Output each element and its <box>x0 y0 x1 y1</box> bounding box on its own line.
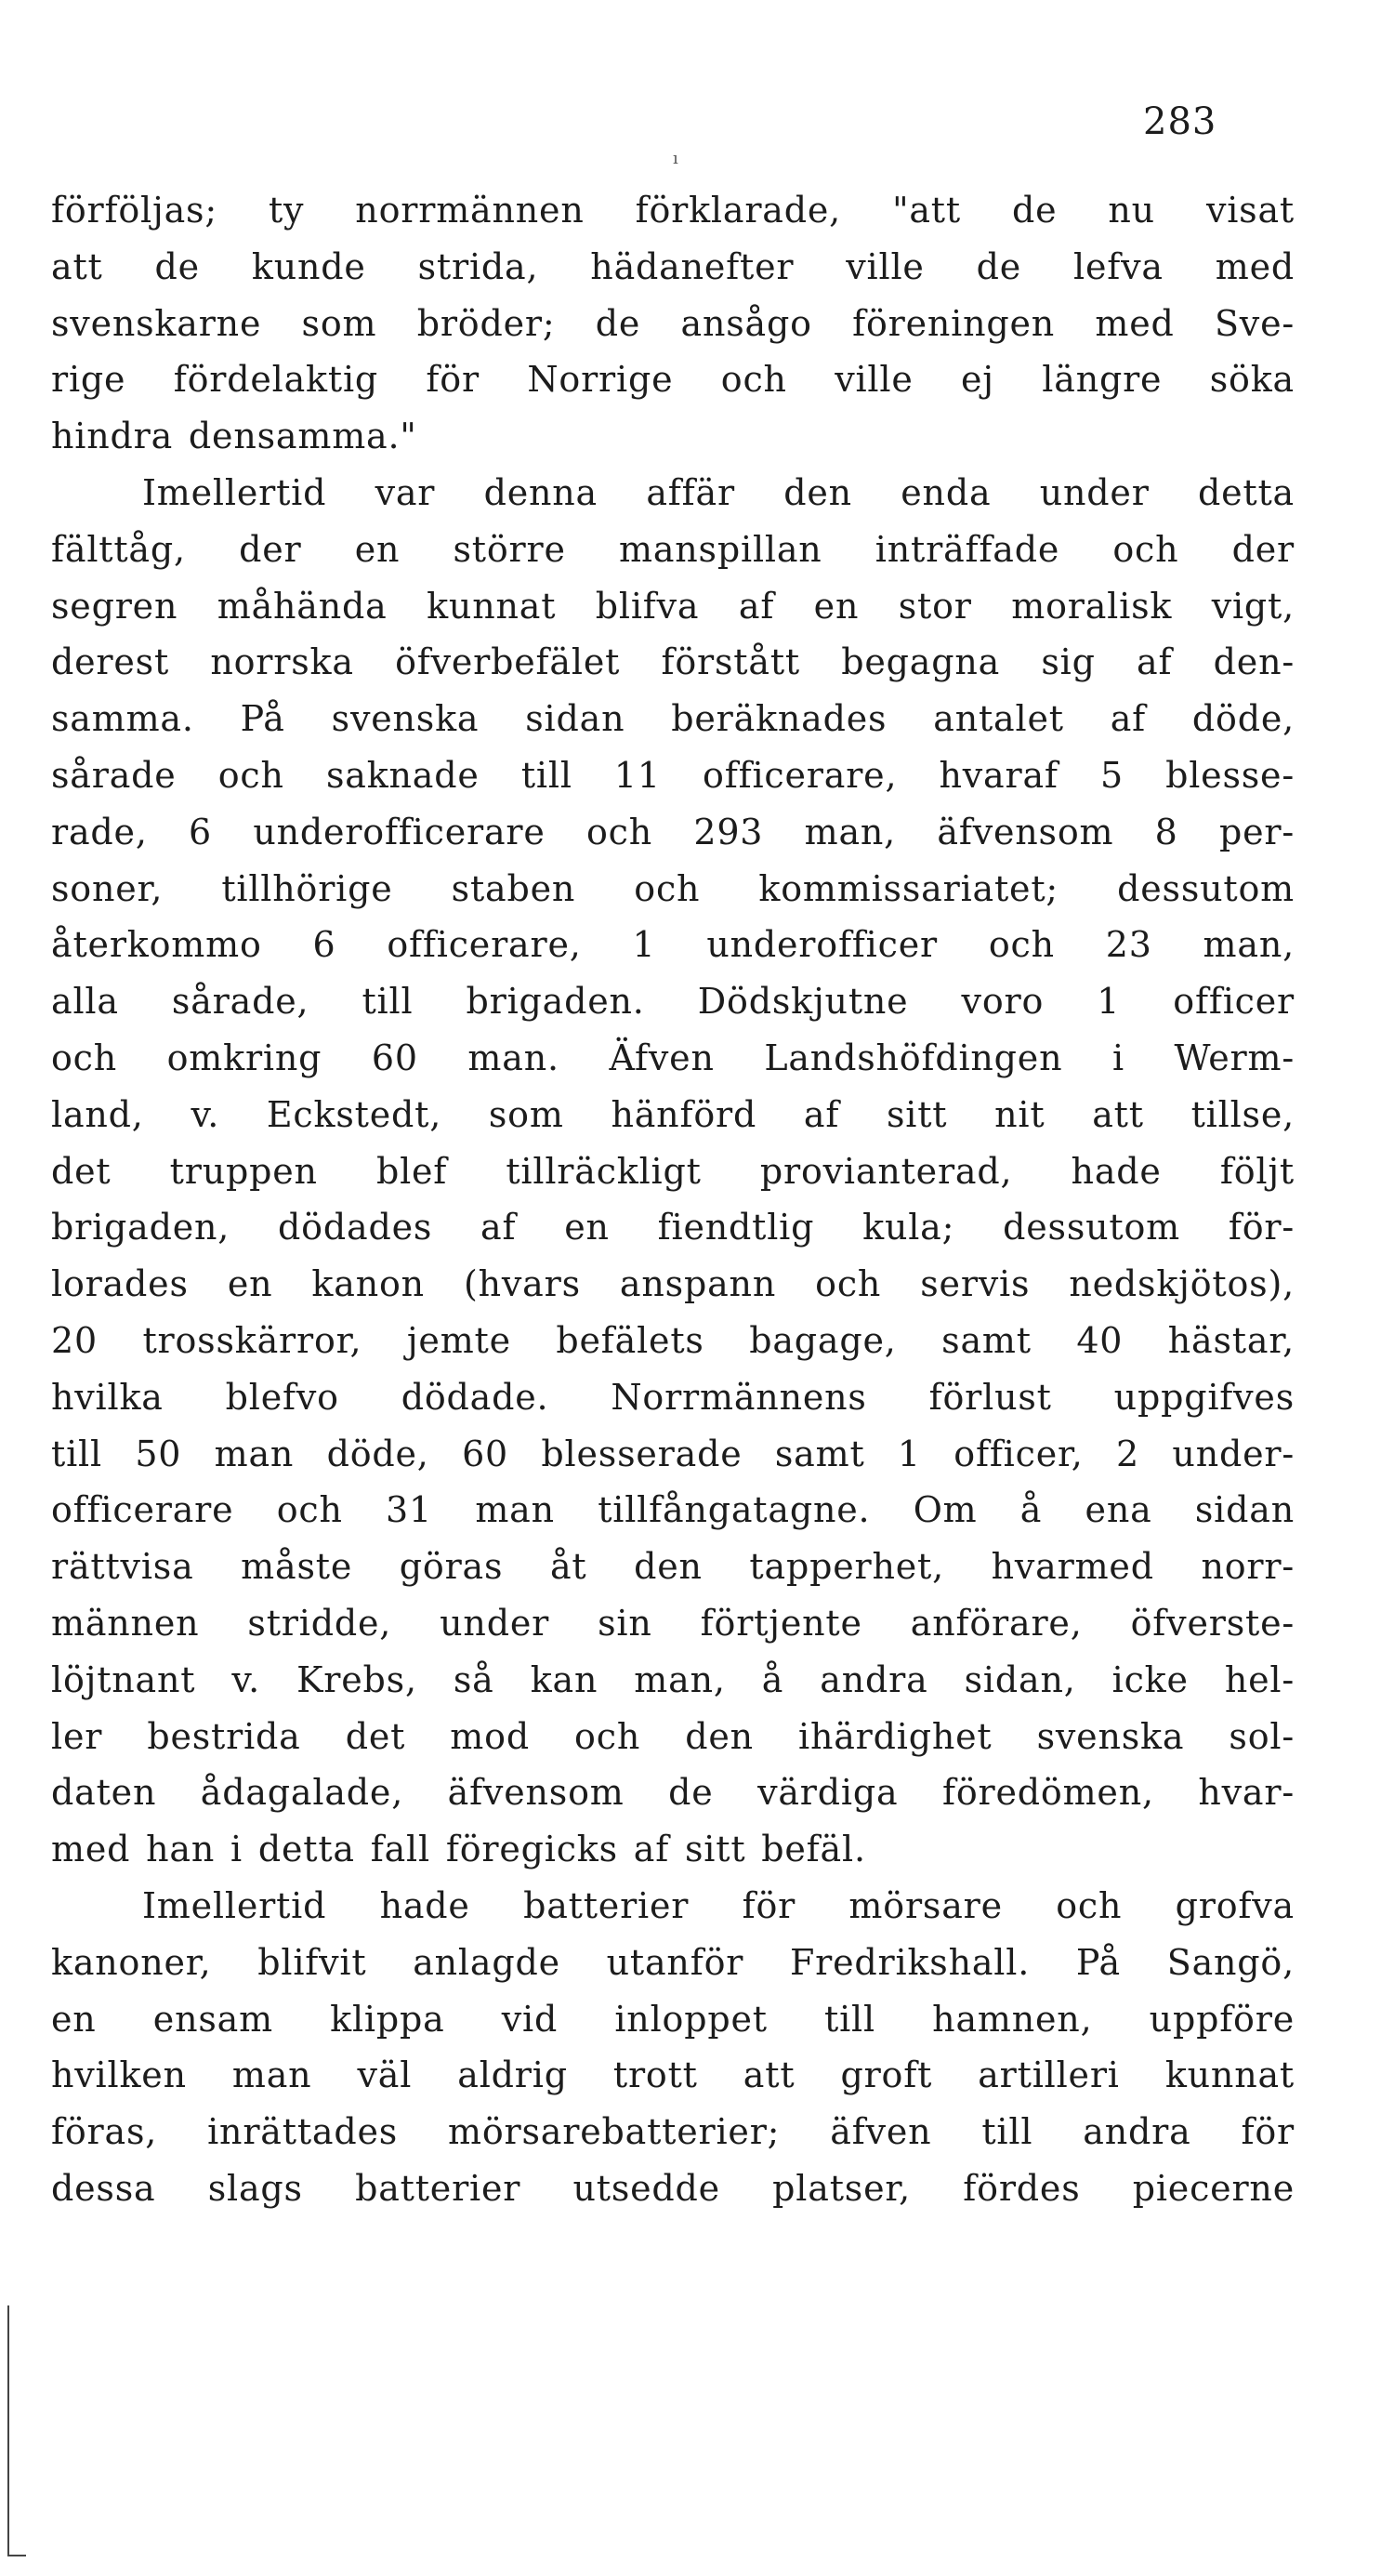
binding-edge-line <box>7 2305 9 2556</box>
text-line: land, v. Eckstedt, som hänförd af sitt nit att tillse, <box>51 1093 1295 1135</box>
paragraph-start-line: Imellertid var denna affär den enda under detta <box>142 471 1295 513</box>
text-line: officerare och 31 man tillfångatagne. Om å ena sidan <box>51 1489 1295 1531</box>
text-line: en ensam klippa vid inloppet till hamnen, uppföre <box>51 1998 1295 2040</box>
print-mark: ı <box>673 149 678 168</box>
text-line: samma. På svenska sidan beräknades antalet af döde, <box>51 698 1295 740</box>
text-line: fälttåg, der en större manspillan inträffade och der <box>51 528 1295 570</box>
text-line: återkommo 6 officerare, 1 underofficer och 23 man, <box>51 924 1295 966</box>
text-line: segren måhända kunnat blifva af en stor moralisk vigt, <box>51 585 1295 627</box>
binding-edge-foot <box>7 2555 26 2556</box>
text-line: svenskarne som bröder; de ansågo föreningen med Sve- <box>51 302 1295 344</box>
text-line: och omkring 60 man. Äfven Landshöfdingen i Werm- <box>51 1037 1295 1078</box>
text-line: det truppen blef tillräckligt provianterad, hade följt <box>51 1150 1295 1192</box>
text-line: brigaden, dödades af en fiendtlig kula; dessutom för- <box>51 1207 1295 1248</box>
text-line: alla sårade, till brigaden. Dödskjutne voro 1 officer <box>51 981 1295 1023</box>
text-line: hindra densamma." <box>51 416 417 457</box>
text-line: soner, tillhörige staben och kommissariatet; dessutom <box>51 867 1295 909</box>
page-number: 283 <box>1143 100 1217 143</box>
text-line: hvilken man väl aldrig trott att groft artilleri kunnat <box>51 2054 1295 2096</box>
text-line: lorades en kanon (hvars anspann och servis nedskjötos), <box>51 1263 1295 1305</box>
text-line: rade, 6 underofficerare och 293 man, äfvensom 8 per- <box>51 811 1295 852</box>
paragraph-start-line: Imellertid hade batterier för mörsare och grofva <box>142 1884 1295 1926</box>
text-line: ler bestrida det mod och den ihärdighet svenska sol- <box>51 1715 1295 1757</box>
text-line: hvilka blefvo dödade. Norrmännens förlust uppgifves <box>51 1376 1295 1418</box>
text-line: dessa slags batterier utsedde platser, fördes piecerne <box>51 2167 1295 2209</box>
text-line: föras, inrättades mörsarebatterier; äfven till andra för <box>51 2111 1295 2153</box>
text-line: sårade och saknade till 11 officerare, hvaraf 5 blesse- <box>51 754 1295 796</box>
text-line: med han i detta fall föregicks af sitt befäl. <box>51 1829 866 1870</box>
text-line: rige fördelaktig för Norrige och ville ej längre söka <box>51 359 1295 401</box>
text-line: 20 trosskärror, jemte befälets bagage, samt 40 hästar, <box>51 1319 1295 1361</box>
text-line: löjtnant v. Krebs, så kan man, å andra sidan, icke hel- <box>51 1658 1295 1700</box>
body-text <box>51 182 1295 2217</box>
text-line: männen stridde, under sin förtjente anförare, öfverste- <box>51 1602 1295 1644</box>
text-line: förföljas; ty norrmännen förklarade, "att de nu visat <box>51 190 1295 231</box>
text-line: kanoner, blifvit anlagde utanför Fredrikshall. På Sangö, <box>51 1941 1295 1983</box>
text-line: rättvisa måste göras åt den tapperhet, hvarmed norr- <box>51 1546 1295 1588</box>
text-line: derest norrska öfverbefälet förstått begagna sig af den- <box>51 641 1295 683</box>
text-line: att de kunde strida, hädanefter ville de lefva med <box>51 245 1295 287</box>
text-line: daten ådagalade, äfvensom de värdiga föredömen, hvar- <box>51 1772 1295 1814</box>
text-line: till 50 man döde, 60 blesserade samt 1 officer, 2 under- <box>51 1433 1295 1474</box>
